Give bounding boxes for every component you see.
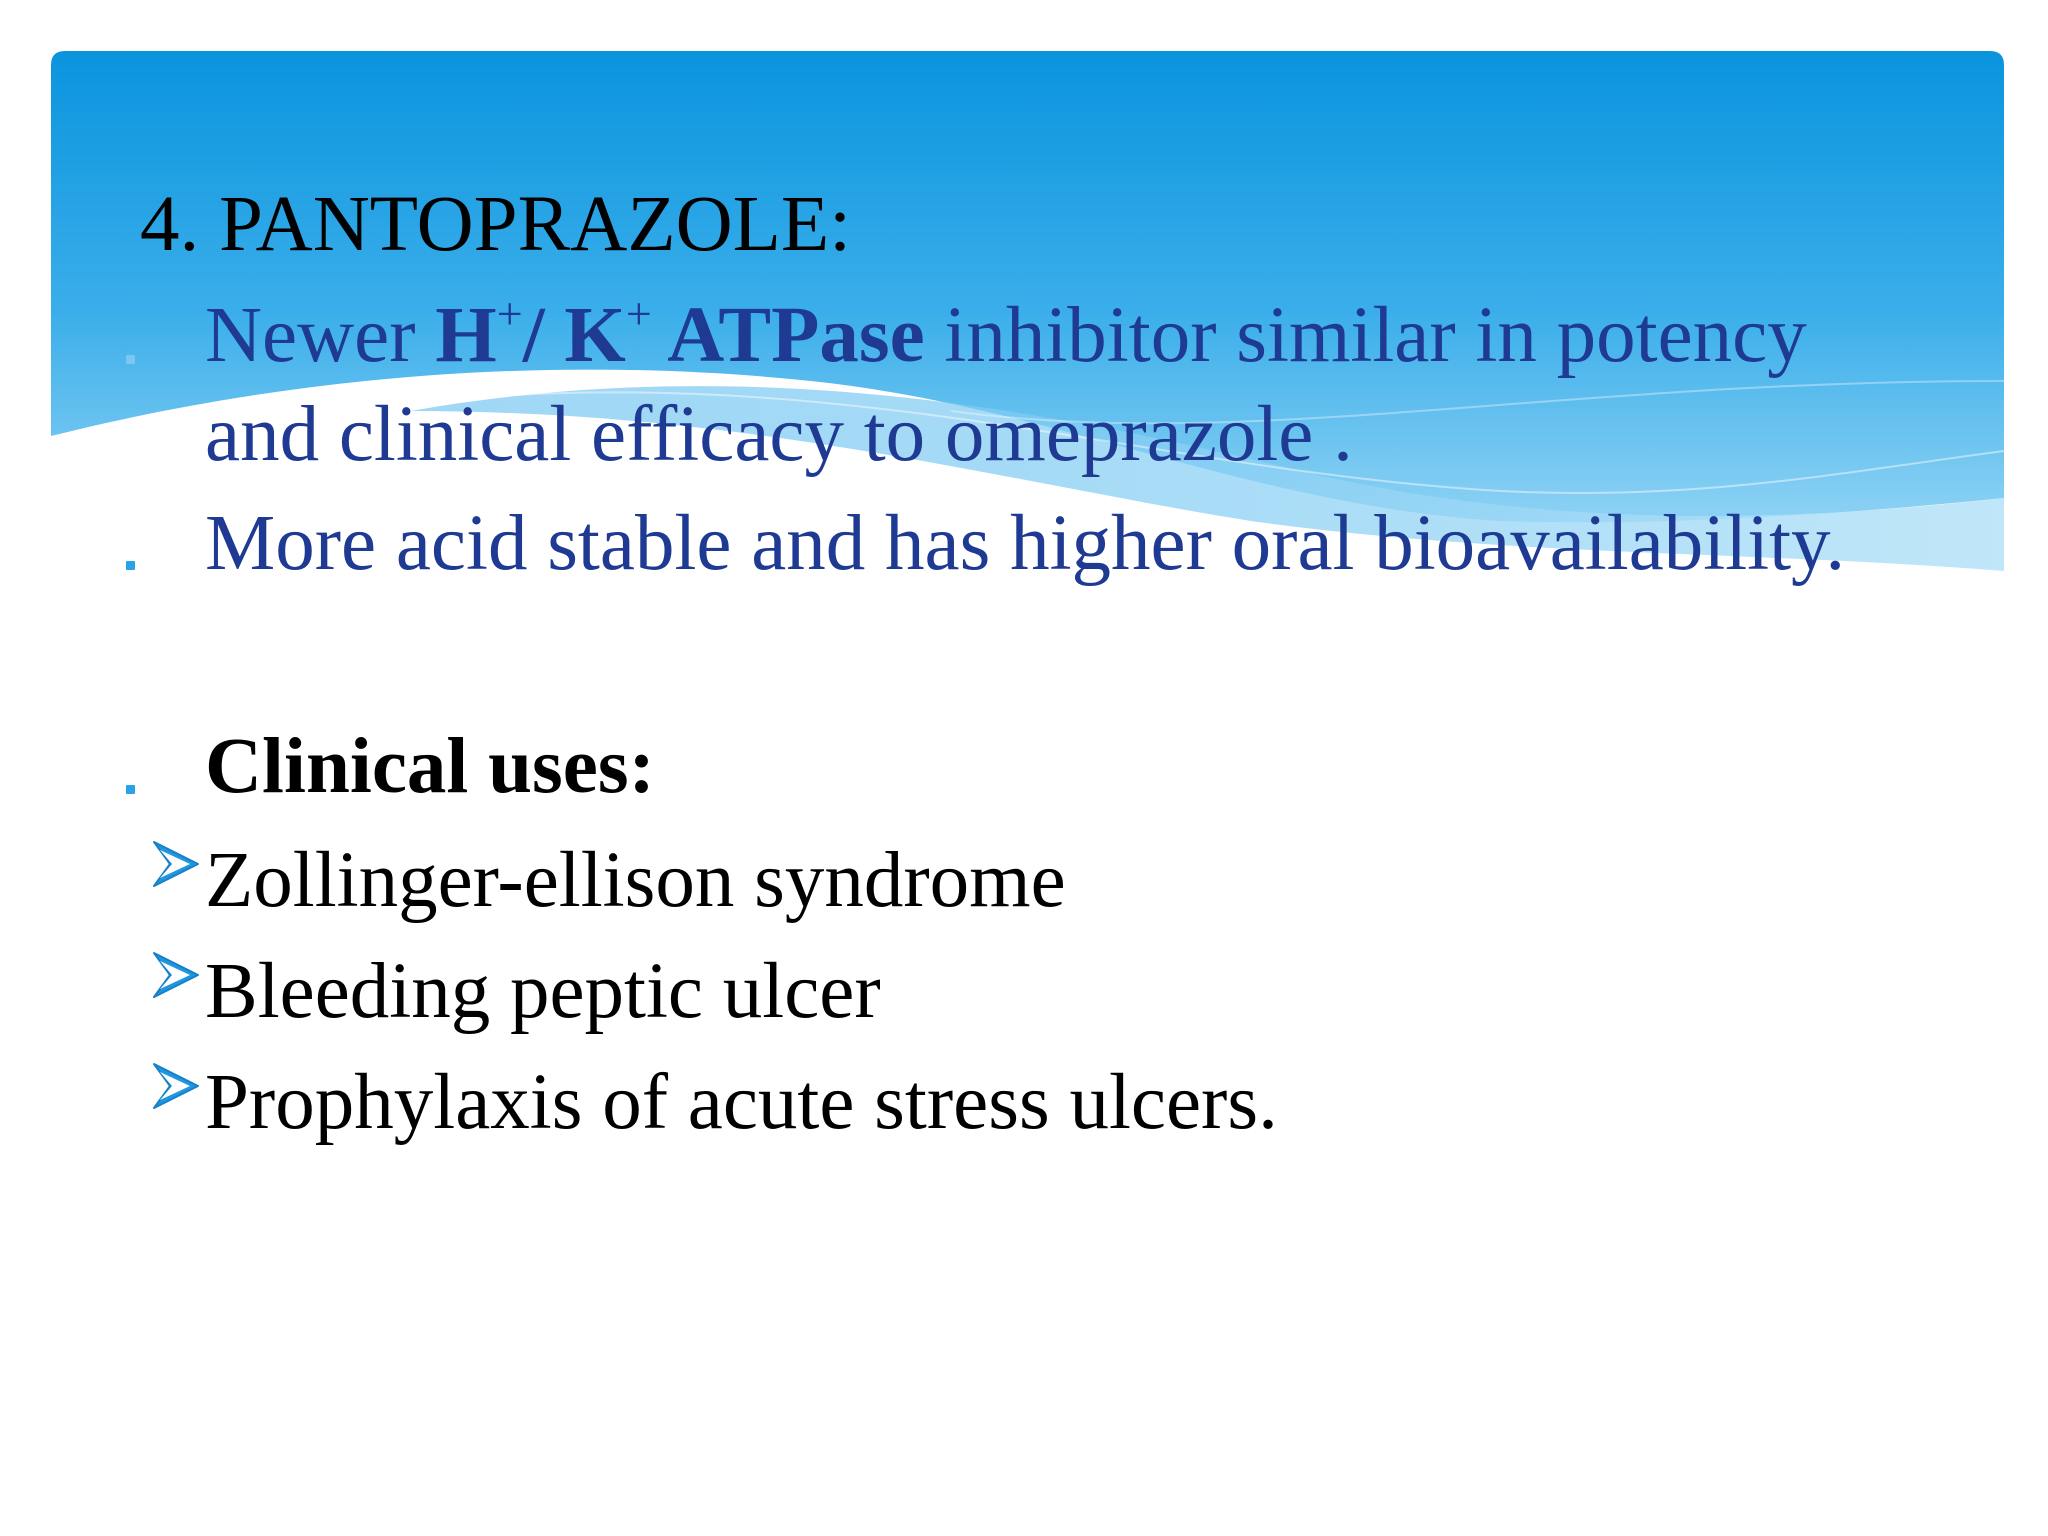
arrowhead-icon xyxy=(150,838,202,890)
use-item-1: Zollinger-ellison syndrome xyxy=(205,837,1066,924)
h-ion: H xyxy=(435,292,497,379)
slide-title: 4. PANTOPRAZOLE: xyxy=(140,181,852,268)
k-ion-charge: + xyxy=(625,288,652,339)
bullet-1-line-2: and clinical efficacy to omeprazole . xyxy=(205,391,1353,478)
arrowhead-icon xyxy=(150,1060,202,1112)
use-item-2: Bleeding peptic ulcer xyxy=(205,948,881,1035)
k-ion: K xyxy=(564,292,626,379)
atpase-term: ATPase xyxy=(651,292,925,379)
slash: / xyxy=(522,292,565,379)
clinical-uses-heading: Clinical uses: xyxy=(205,723,655,810)
h-ion-charge: + xyxy=(496,288,523,339)
bullet-1-rest: inhibitor similar in potency xyxy=(924,292,1807,379)
bullet-dot xyxy=(126,355,135,364)
bullet-1-text: Newer xyxy=(205,292,436,379)
bullet-1-line-1 xyxy=(205,288,1807,379)
arrowhead-icon xyxy=(150,949,202,1001)
bullet-2: More acid stable and has higher oral bioavailability. xyxy=(205,500,1846,587)
bullet-dot xyxy=(126,785,135,794)
bullet-dot xyxy=(126,561,135,570)
use-item-3: Prophylaxis of acute stress ulcers. xyxy=(205,1059,1278,1146)
